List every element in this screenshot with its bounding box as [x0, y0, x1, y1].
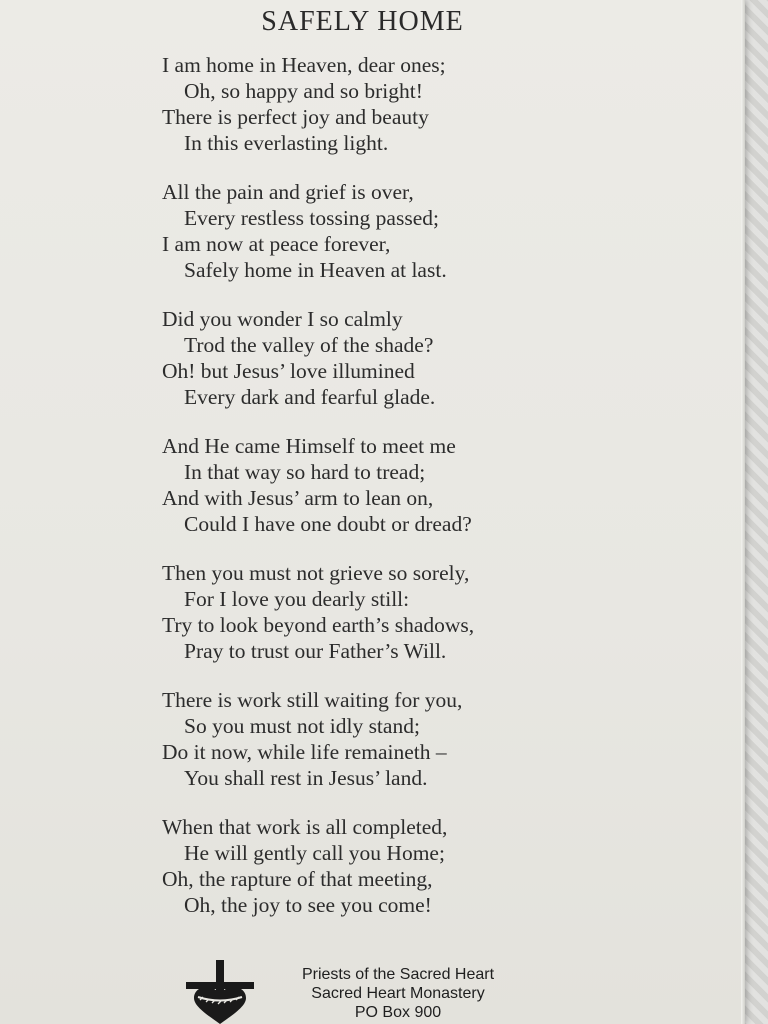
publisher-info — [268, 965, 528, 1022]
stanza-7 — [162, 814, 682, 918]
poem-line: Pray to trust our Father’s Will. — [184, 639, 447, 663]
stanza-1 — [162, 52, 682, 156]
poem-line: So you must not idly stand; — [184, 714, 420, 738]
poem-line: Try to look beyond earth’s shadows, — [162, 613, 475, 637]
card-edge — [741, 0, 745, 1024]
publisher-name: Priests of the Sacred Heart — [301, 966, 495, 983]
poem-line: Oh, the rapture of that meeting, — [162, 867, 433, 891]
poem-body — [162, 52, 682, 941]
poem-line: Then you must not grieve so sorely, — [162, 561, 470, 585]
poem-line: Did you wonder I so calmly — [162, 307, 403, 331]
poem-line: And with Jesus’ arm to lean on, — [162, 486, 434, 510]
poem-line: Could I have one doubt or dread? — [184, 512, 472, 536]
poem-line: Safely home in Heaven at last. — [184, 258, 447, 282]
poem-line: And He came Himself to meet me — [162, 434, 456, 458]
poem-line: There is perfect joy and beauty — [162, 105, 429, 129]
stanza-5 — [162, 560, 682, 664]
stanza-4 — [162, 433, 682, 537]
stanza-2 — [162, 179, 682, 283]
poem-line: Every dark and fearful glade. — [184, 385, 436, 409]
stanza-3 — [162, 306, 682, 410]
poem-line: All the pain and grief is over, — [162, 180, 414, 204]
poem-line: He will gently call you Home; — [184, 841, 445, 865]
poem-line: I am home in Heaven, dear ones; — [162, 53, 446, 77]
poem-line: There is work still waiting for you, — [162, 688, 463, 712]
poem-line: I am now at peace forever, — [162, 232, 391, 256]
poem-line: In that way so hard to tread; — [184, 460, 426, 484]
poem-line: Do it now, while life remaineth – — [162, 740, 447, 764]
publisher-footer — [180, 960, 540, 1024]
poem-line: Oh! but Jesus’ love illumined — [162, 359, 415, 383]
cross-heart-icon — [180, 960, 260, 1024]
publisher-address: PO Box 900 — [354, 1004, 442, 1021]
poem-line: For I love you dearly still: — [184, 587, 410, 611]
poem-line: In this everlasting light. — [184, 131, 389, 155]
poem-line: Trod the valley of the shade? — [184, 333, 434, 357]
poem-line: Every restless tossing passed; — [184, 206, 439, 230]
poem-line: You shall rest in Jesus’ land. — [184, 766, 428, 790]
poem-line: Oh, the joy to see you come! — [184, 893, 432, 917]
publisher-monastery: Sacred Heart Monastery — [311, 985, 485, 1002]
stanza-6 — [162, 687, 682, 791]
poem-title: SAFELY HOME — [261, 6, 464, 37]
poem-line: Oh, so happy and so bright! — [184, 79, 423, 103]
poem-line: When that work is all completed, — [162, 815, 448, 839]
